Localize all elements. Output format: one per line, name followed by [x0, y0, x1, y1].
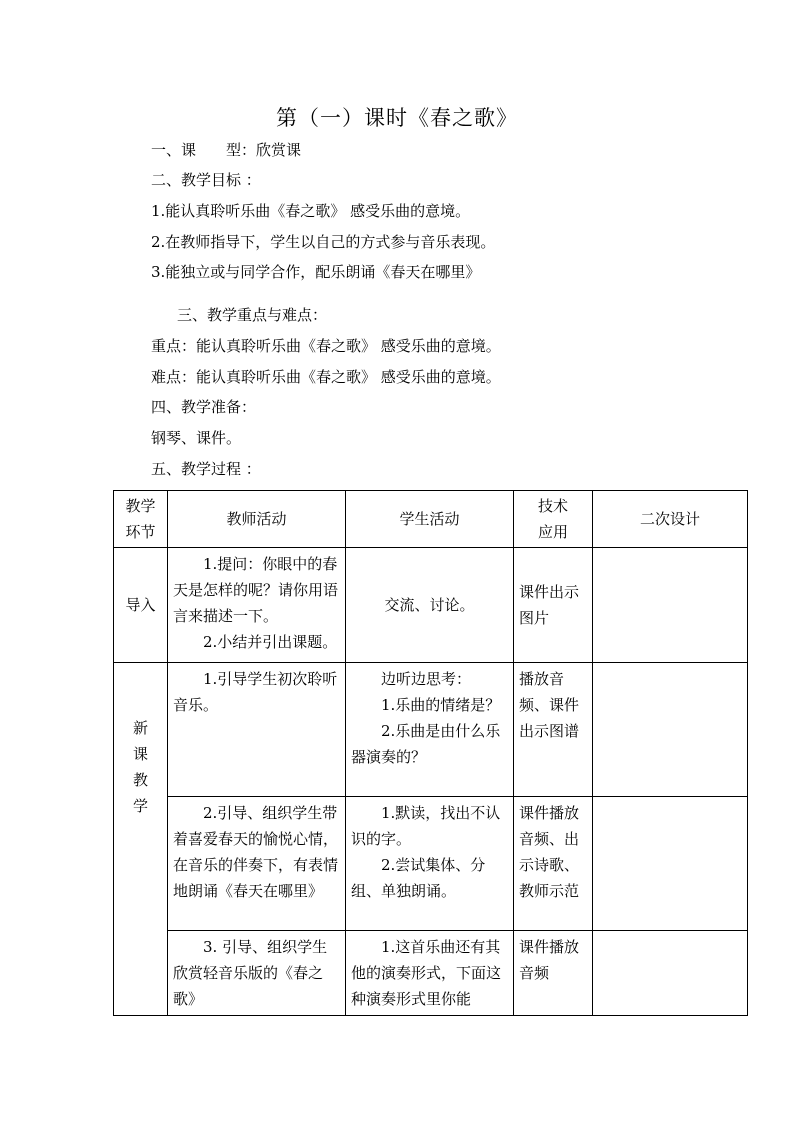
new2-student: 1.默读，找出不认识的字。 2.尝试集体、分组、单独朗诵。 [346, 797, 514, 931]
new1-redesign [593, 663, 748, 797]
new3-student: 1.这首乐曲还有其他的演奏形式，下面这种演奏形式里你能 [346, 931, 514, 1016]
page-title: 第（一）课时《春之歌》 [276, 106, 518, 130]
new2-redesign [593, 797, 748, 931]
new2-tech: 课件播放音频、出示诗歌、教师示范 [514, 797, 593, 931]
new1-tech: 播放音频、课件出示图谱 [514, 663, 593, 797]
table-row-intro [114, 548, 748, 663]
objective-1: 1.能认真聆听乐曲《春之歌》 感受乐曲的意境。 [151, 202, 471, 220]
header-tech: 技术应用 [514, 491, 593, 548]
new3-redesign [593, 931, 748, 1016]
header-redesign: 二次设计 [593, 491, 748, 548]
table-row-new-1 [114, 663, 748, 797]
teaching-process-table [113, 490, 748, 1016]
intro-teacher: 1.提问：你眼中的春天是怎样的呢？请你用语言来描述一下。 2.小结并引出课题。 [168, 548, 346, 663]
key-point: 重点：能认真聆听乐曲《春之歌》 感受乐曲的意境。 [151, 337, 501, 355]
table-row-new-3 [114, 931, 748, 1016]
lesson-type-line: 一、课 型：欣赏课 [151, 141, 302, 159]
new3-tech: 课件播放音频 [514, 931, 593, 1016]
header-student: 学生活动 [346, 491, 514, 548]
intro-tech: 课件出示图片 [514, 548, 593, 663]
intro-student: 交流、讨论。 [346, 548, 514, 663]
preparation-heading: 四、教学准备： [151, 398, 257, 416]
stage-intro: 导入 [114, 548, 168, 663]
preparation-items: 钢琴、课件。 [151, 429, 242, 447]
objectives-heading: 二、教学目标 ： [151, 171, 261, 189]
objective-2: 2.在教师指导下，学生以自己的方式参与音乐表现。 [151, 233, 496, 251]
difficult-point: 难点：能认真聆听乐曲《春之歌》 感受乐曲的意境。 [151, 368, 501, 386]
new2-teacher: 2.引导、组织学生带着喜爱春天的愉悦心情，在音乐的伴奏下，有表情地朗诵《春天在哪里》 [168, 797, 346, 931]
objective-3: 3.能独立或与同学合作，配乐朗诵《春天在哪里》 [151, 263, 481, 281]
table-header-row [114, 491, 748, 548]
new1-teacher: 1.引导学生初次聆听音乐。 [168, 663, 346, 797]
new1-student: 边听边思考： 1.乐曲的情绪是？ 2.乐曲是由什么乐器演奏的？ [346, 663, 514, 797]
key-points-heading: 三、教学重点与难点： [177, 306, 328, 324]
table-row-new-2 [114, 797, 748, 931]
process-heading: 五、教学过程 ： [151, 460, 261, 478]
new3-teacher: 3. 引导、组织学生欣赏轻音乐版的《春之歌》 [168, 931, 346, 1016]
header-teacher: 教师活动 [168, 491, 346, 548]
stage-new-lesson: 新课教学 [114, 663, 168, 1016]
intro-redesign [593, 548, 748, 663]
header-stage: 教学环节 [114, 491, 168, 548]
